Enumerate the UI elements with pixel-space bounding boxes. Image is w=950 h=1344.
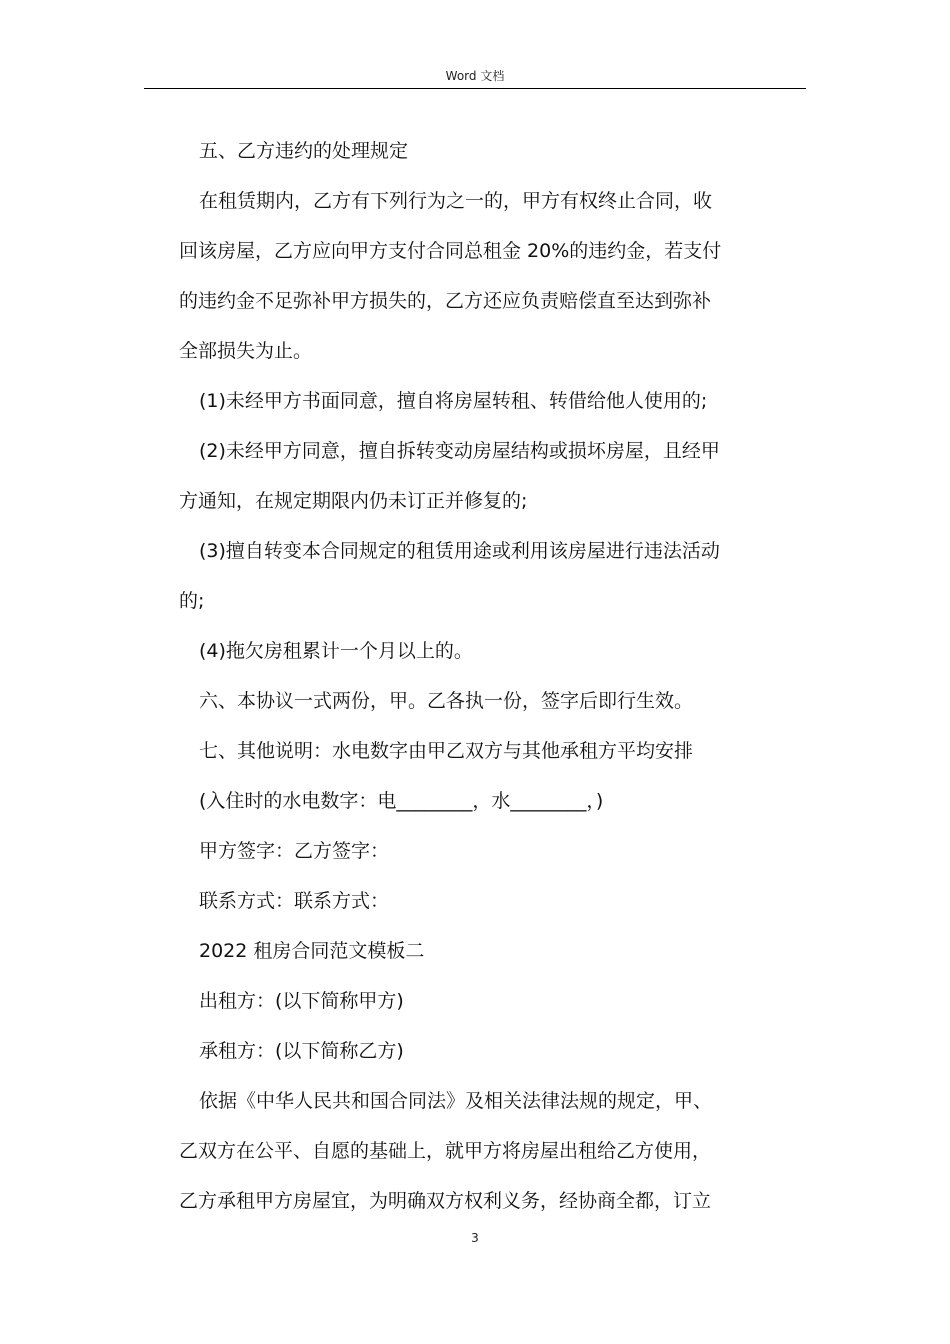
paragraph-line: 全部损失为止。	[179, 340, 313, 362]
paragraph-line: 在租赁期内，乙方有下列行为之一的，甲方有权终止合同，收	[199, 190, 713, 212]
list-item-2: (2)未经甲方同意，擅自拆转变动房屋结构或损坏房屋，且经甲	[199, 440, 720, 462]
paragraph-line: 回该房屋，乙方应向甲方支付合同总租金 20%的违约金，若支付	[179, 240, 722, 262]
section-6: 六、本协议一式两份，甲。乙各执一份，签字后即行生效。	[199, 690, 694, 712]
paragraph-line: 乙方承租甲方房屋宜，为明确双方权利义务，经协商全都，订立	[179, 1190, 712, 1212]
lessor-line: 出租方：(以下简称甲方)	[199, 990, 404, 1012]
contact-line: 联系方式：联系方式：	[199, 890, 390, 912]
list-item-1: (1)未经甲方书面同意，擅自将房屋转租、转借给他人使用的;	[199, 390, 708, 412]
list-item-3: (3)擅自转变本合同规定的租赁用途或利用该房屋进行违法活动	[199, 540, 720, 562]
page-header-title: Word 文档	[445, 69, 505, 83]
paragraph-line: 依据《中华人民共和国合同法》及相关法律法规的规定，甲、	[199, 1090, 713, 1112]
page-number: 3	[471, 1231, 479, 1245]
document-body	[179, 126, 803, 1226]
utility-readings: (入住时的水电数字：电________，水________，)	[199, 790, 604, 812]
lessee-line: 承租方：(以下简称乙方)	[199, 1040, 404, 1062]
list-item-4: (4)拖欠房租累计一个月以上的。	[199, 640, 473, 662]
heading-section-5: 五、乙方违约的处理规定	[199, 140, 409, 162]
list-item-2-cont: 方通知，在规定期限内仍未订正并修复的;	[179, 490, 528, 512]
template-two-title: 2022 租房合同范文模板二	[199, 940, 425, 962]
signature-line: 甲方签字：乙方签字：	[199, 840, 390, 862]
list-item-3-cont: 的;	[179, 590, 205, 612]
paragraph-line: 的违约金不足弥补甲方损失的，乙方还应负责赔偿直至达到弥补	[179, 290, 712, 312]
section-7: 七、其他说明：水电数字由甲乙双方与其他承租方平均安排	[199, 740, 694, 762]
paragraph-line: 乙双方在公平、自愿的基础上，就甲方将房屋出租给乙方使用，	[179, 1140, 712, 1162]
header-divider	[144, 88, 806, 89]
